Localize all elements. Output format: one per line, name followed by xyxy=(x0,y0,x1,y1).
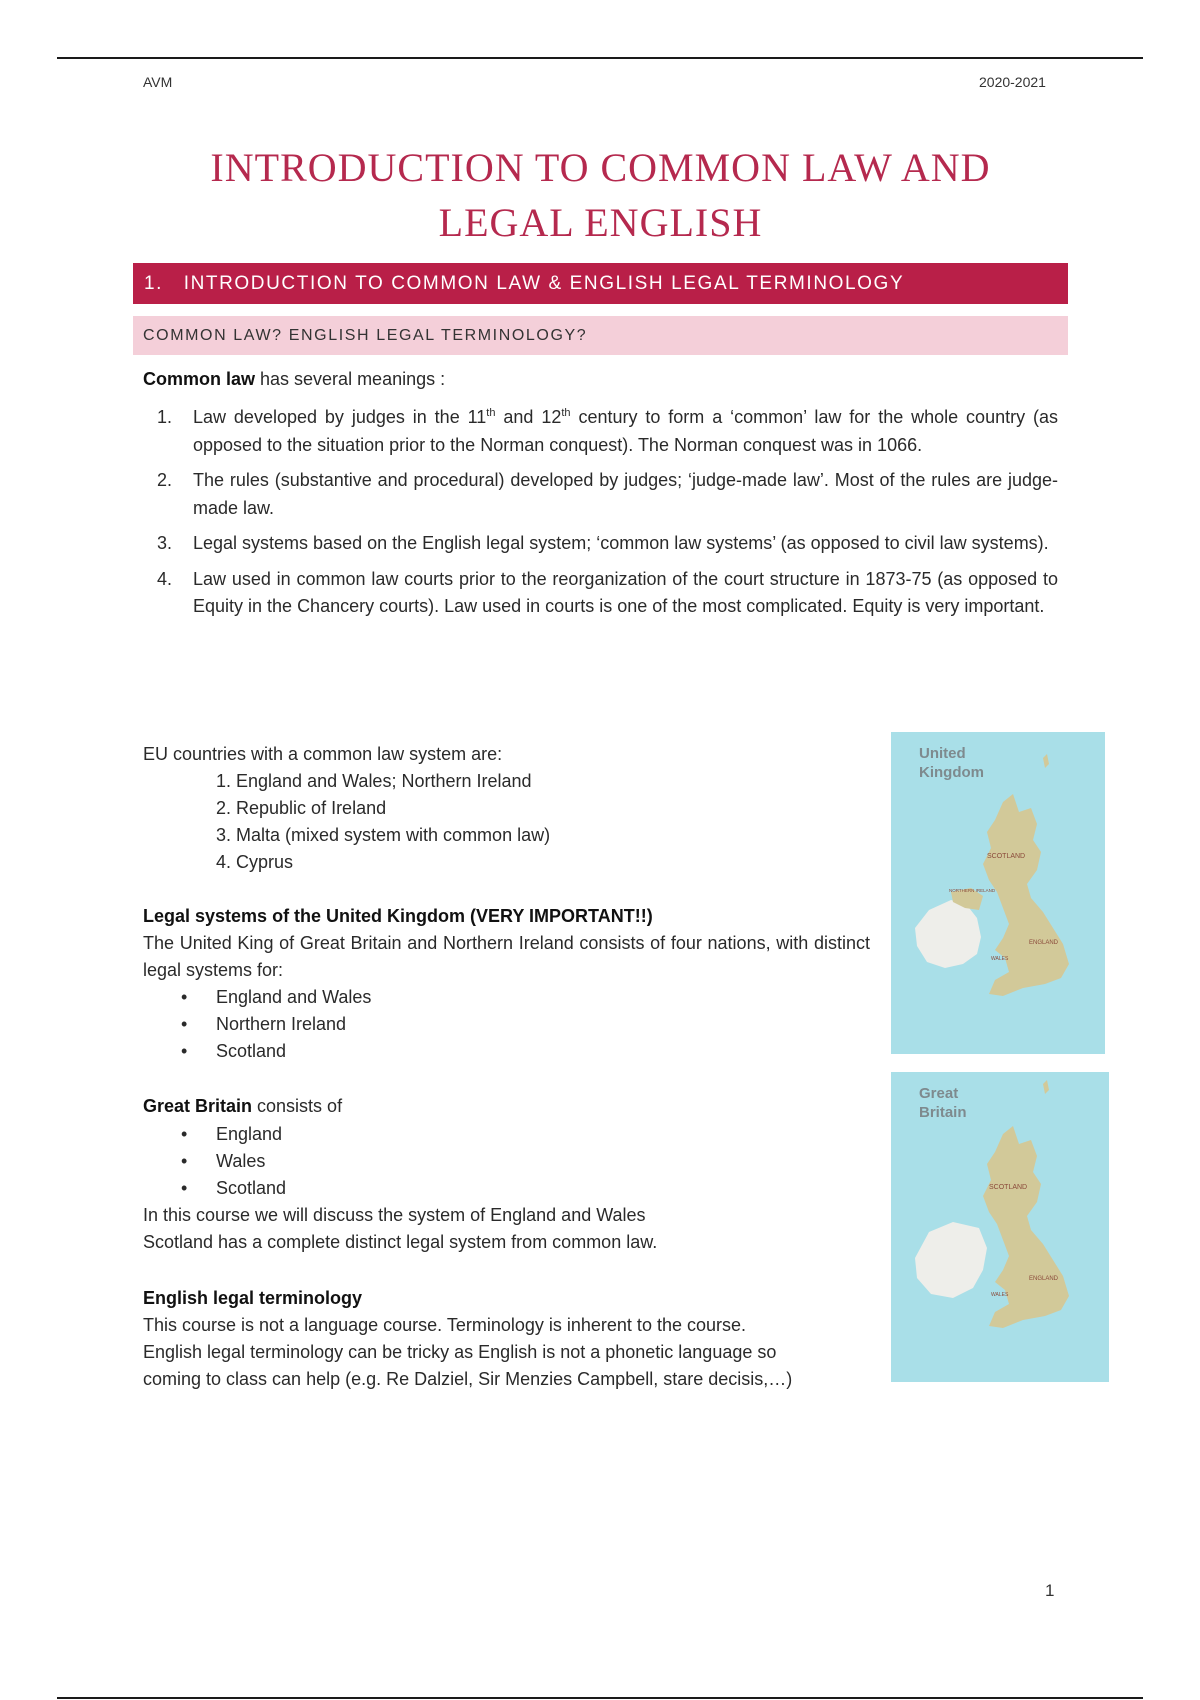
great-britain-term: Great Britain xyxy=(143,1096,253,1116)
eu-intro: EU countries with a common law system are: xyxy=(143,744,503,764)
bullet-icon: • xyxy=(181,1124,188,1144)
eu-countries-list xyxy=(216,768,550,876)
bullet-icon: • xyxy=(181,1178,188,1198)
uk-systems-list xyxy=(181,984,372,1065)
england-label: ENGLAND xyxy=(1029,1276,1059,1282)
common-law-intro xyxy=(143,366,445,393)
list-item: • Northern Ireland xyxy=(216,1011,371,1038)
scotland-line: Scotland has a complete distinct legal system from common law. xyxy=(143,1232,658,1252)
section-heading-bar xyxy=(133,263,1068,304)
wales-label: WALES xyxy=(991,1292,1009,1298)
header-right: 2020-2021 xyxy=(979,74,1046,90)
uk-systems-heading: Legal systems of the United Kingdom (VERY IMPORTANT!!) xyxy=(143,906,653,926)
uk-systems-body: The United King of Great Britain and Northern Ireland consists of four nations, with distinct legal systems for: xyxy=(143,933,870,980)
list-item: • England xyxy=(216,1121,286,1148)
bottom-rule xyxy=(57,1697,1143,1699)
bullet-icon: • xyxy=(181,987,188,1007)
bullet-icon: • xyxy=(181,1014,188,1034)
subsection-heading: COMMON LAW? ENGLISH LEGAL TERMINOLOGY? xyxy=(143,327,588,344)
common-law-meanings-list xyxy=(143,404,1058,621)
list-item: 4. Cyprus xyxy=(216,852,294,872)
bullet-icon: • xyxy=(181,1041,188,1061)
list-item: 1. England and Wales; Northern Ireland xyxy=(216,771,532,791)
list-item: 2. The rules (substantive and procedural) developed by judges; ‘judge-made law’. Most of the rules are judge-made law. xyxy=(157,470,1058,518)
scotland-shetland-shape xyxy=(1043,754,1049,768)
uk-map xyxy=(891,732,1105,1054)
subsection-heading-bar xyxy=(133,316,1068,355)
page-number: 1 xyxy=(1045,1581,1055,1600)
list-item: • Scotland xyxy=(216,1175,286,1202)
gb-map xyxy=(891,1072,1109,1382)
terminology-line: coming to class can help (e.g. Re Dalziel, Sir Menzies Campbell, stare decisis,…) xyxy=(143,1369,793,1389)
course-scope-line: In this course we will discuss the system of England and Wales xyxy=(143,1205,646,1225)
list-item: 3. Malta (mixed system with common law) xyxy=(216,825,551,845)
list-item: 1. Law developed by judges in the 11th and 12th century to form a ‘common’ law for the whole country (as opposed to the situation prior to the Norman conquest). The Norman conquest was in 1066. xyxy=(157,407,1058,455)
common-law-intro-rest: has several meanings : xyxy=(255,369,446,389)
top-rule xyxy=(57,57,1143,59)
map-title: Great Britain xyxy=(919,1085,967,1121)
title-line-1: INTRODUCTION TO COMMON LAW AND xyxy=(210,145,991,190)
list-item: 3. Legal systems based on the English legal system; ‘common law systems’ (as opposed to civil law systems). xyxy=(157,533,1049,553)
scotland-label: SCOTLAND xyxy=(987,853,1026,860)
title-line-2: LEGAL ENGLISH xyxy=(438,200,763,245)
section-number: 1. xyxy=(144,273,164,294)
great-britain-intro: Great Britain consists of xyxy=(143,1096,343,1116)
great-britain-shape xyxy=(983,794,1069,996)
list-item: 2. Republic of Ireland xyxy=(216,798,387,818)
list-item: 4. Law used in common law courts prior to the reorganization of the court structure in 1873-75 (as opposed to Equity in the Chancery courts). Law used in courts is one of the most complicated. Equity is very important. xyxy=(157,568,1058,616)
wales-label: WALES xyxy=(991,956,1009,962)
terminology-line: English legal terminology can be tricky as English is not a phonetic language so xyxy=(143,1342,777,1362)
section-heading: INTRODUCTION TO COMMON LAW & ENGLISH LEGAL TERMINOLOGY xyxy=(183,273,905,294)
great-britain-list xyxy=(181,1121,287,1202)
terminology-line: This course is not a language course. Terminology is inherent to the course. xyxy=(143,1315,746,1335)
page-title xyxy=(133,140,1068,250)
ireland-shape xyxy=(915,900,981,968)
list-item: • Scotland xyxy=(216,1038,371,1065)
list-item: • England and Wales xyxy=(216,984,371,1011)
bullet-icon: • xyxy=(181,1151,188,1171)
england-label: ENGLAND xyxy=(1029,940,1059,946)
scotland-shetland-shape xyxy=(1043,1080,1049,1094)
list-item: • Wales xyxy=(216,1148,286,1175)
northern-ireland-label: NORTHERN IRELAND xyxy=(949,888,996,893)
ireland-shape xyxy=(915,1222,987,1298)
common-law-term: Common law xyxy=(143,369,256,389)
header-left: AVM xyxy=(143,74,173,90)
terminology-heading: English legal terminology xyxy=(143,1288,363,1308)
scotland-label: SCOTLAND xyxy=(989,1184,1028,1191)
map-title: United Kingdom xyxy=(919,745,984,781)
